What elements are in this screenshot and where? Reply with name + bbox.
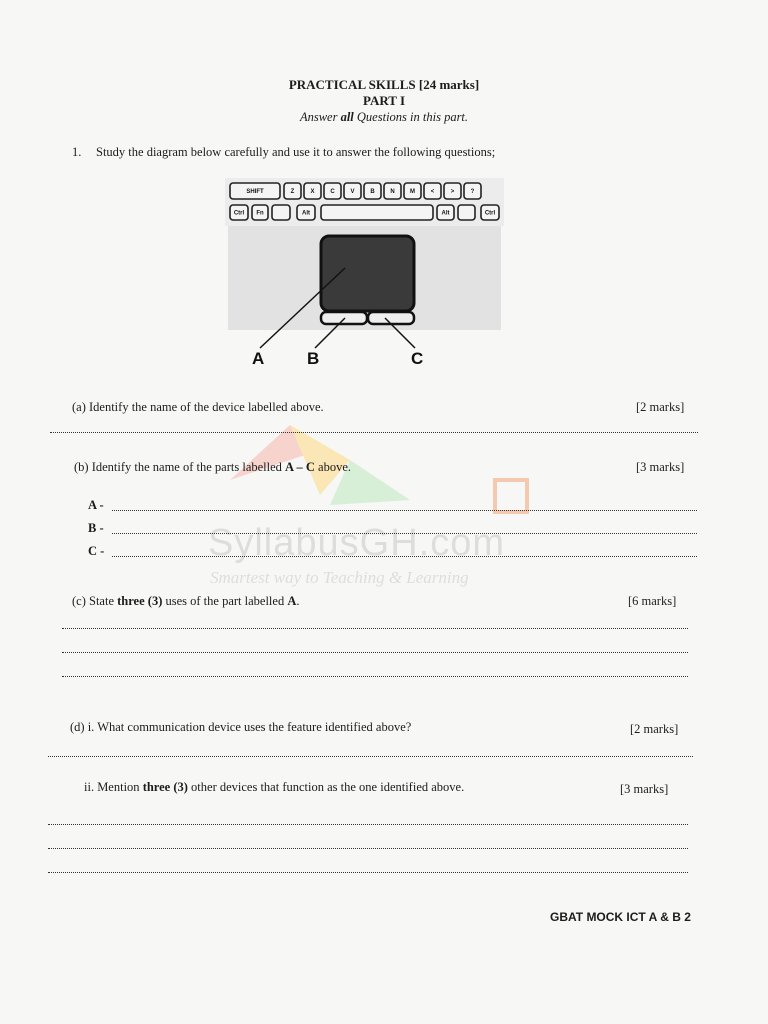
diagram-label-a: A (252, 349, 265, 368)
key-row2-4 (321, 205, 433, 220)
watermark-brand: SyllabusGH.com (208, 522, 505, 564)
section-title: PRACTICAL SKILLS [24 marks] (288, 77, 480, 92)
question-number: 1. (72, 145, 82, 159)
part-d2-question: ii. Mention three (3) other devices that function as the one identified above. (84, 780, 465, 794)
page-footer: GBAT MOCK ICT A & B 2 (550, 910, 691, 924)
diagram-label-b: B (307, 349, 320, 368)
answer-label-a: A - (88, 498, 104, 512)
key-4-label: V (350, 189, 355, 195)
key-2-label: X (310, 189, 315, 195)
answer-line-d2-3[interactable] (48, 872, 688, 873)
key-row2-3-label: Alt (302, 210, 310, 217)
key-7-label: M (410, 189, 415, 195)
part-d2-marks: [3 marks] (620, 782, 669, 796)
part-a-question: (a) Identify the name of the device labelled above. (72, 400, 324, 414)
answer-line-a[interactable] (50, 432, 698, 433)
part-a-marks: [2 marks] (636, 400, 685, 414)
part-d1-question: (d) i. What communication device uses the feature identified above? (70, 720, 412, 734)
key-row2-2 (272, 205, 290, 220)
touchpad-diagram (225, 178, 510, 373)
key-row2-7-label: Ctrl (484, 210, 496, 217)
watermark-tagline: Smartest way to Teaching & Learning (210, 568, 469, 587)
key-row2-5-label: Alt (441, 210, 450, 217)
question-text: Study the diagram below carefully and use it to answer the following questions; (96, 145, 496, 159)
answer-line-part-b[interactable] (112, 533, 697, 534)
key-8-label: < (430, 189, 435, 195)
key-6-label: N (390, 189, 395, 195)
touchpad-right-button (368, 312, 414, 324)
answer-line-d1[interactable] (48, 756, 693, 757)
diagram-label-c: C (411, 349, 424, 368)
key-1-label: Z (290, 189, 295, 195)
answer-line-part-a[interactable] (112, 510, 697, 511)
key-10-label: ? (470, 189, 475, 195)
instruction-text: Answer all Questions in this part. (299, 110, 469, 124)
part-b-question: (b) Identify the name of the parts labelled A – C above. (74, 460, 352, 474)
part-b-marks: [3 marks] (636, 460, 685, 474)
key-row2-6 (458, 205, 475, 220)
key-9-label: > (450, 189, 455, 195)
answer-label-b: B - (88, 521, 104, 535)
answer-line-d2-1[interactable] (48, 824, 688, 825)
answer-line-c2[interactable] (62, 652, 688, 653)
key-5-label: B (370, 189, 375, 195)
key-row2-0-label: Ctrl (233, 210, 245, 217)
part-d1-marks: [2 marks] (630, 722, 679, 736)
touchpad-surface (321, 236, 414, 311)
answer-label-c: C - (88, 544, 105, 558)
answer-line-c3[interactable] (62, 676, 688, 677)
part-heading: PART I (362, 93, 406, 108)
key-3-label: C (330, 189, 335, 195)
key-shift-label: SHIFT (246, 189, 264, 195)
part-c-question: (c) State three (3) uses of the part labelled A. (72, 594, 300, 608)
watermark-logo (220, 420, 540, 530)
answer-line-d2-2[interactable] (48, 848, 688, 849)
part-c-marks: [6 marks] (628, 594, 677, 608)
key-row2-1-label: Fn (256, 210, 264, 217)
answer-line-c1[interactable] (62, 628, 688, 629)
answer-line-part-c[interactable] (112, 556, 697, 557)
